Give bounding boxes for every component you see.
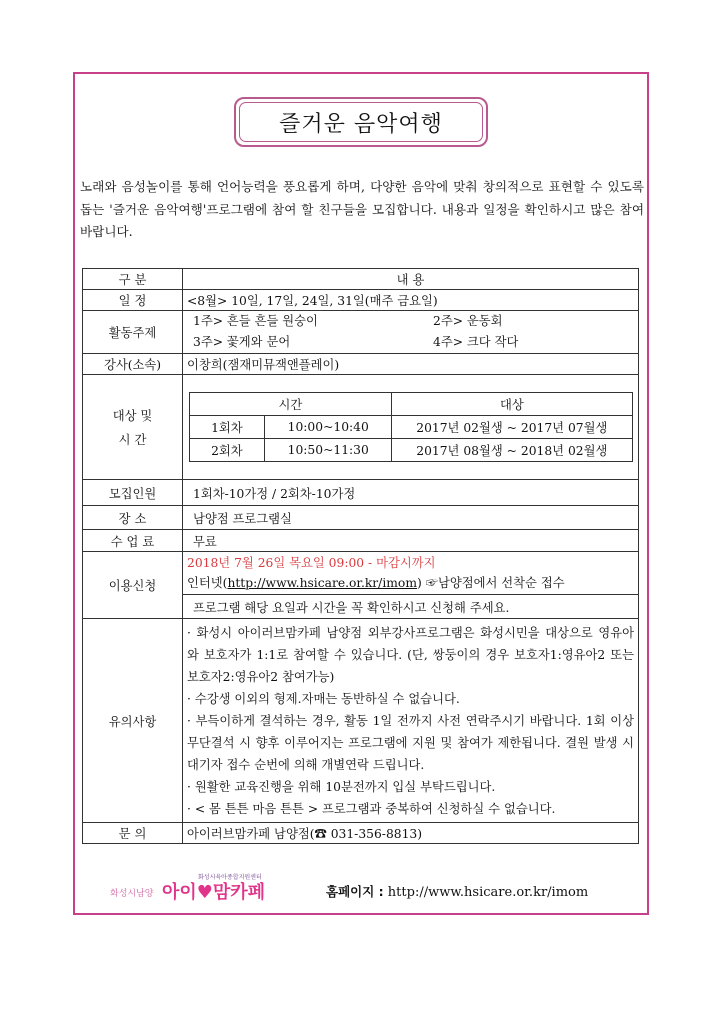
fee-value: 무료	[183, 530, 639, 552]
note-line-5: · < 몸 튼튼 마음 튼튼 > 프로그램과 중복하여 신청하실 수 없습니다.	[187, 801, 556, 816]
place-value: 남양점 프로그램실	[183, 506, 639, 530]
note-line-4: · 원활한 교육진행을 위해 10분전까지 입실 부탁드립니다.	[187, 779, 496, 794]
apply-notice: 프로그램 해당 요일과 시간을 꼭 확인하시고 신청해 주세요.	[183, 595, 639, 619]
time-1: 10:00~10:40	[265, 416, 392, 439]
intro-paragraph: 노래와 음성놀이를 통해 언어능력을 풍요롭게 하며, 다양한 음악에 맞춰 창의적으로 표현할 수 있도록 돕는 '즐거운 음악여행'프로그램에 참여 할 친구들을 모집합니다. 내용과 일정을 확인하시고 많은 참여 바랍니다.	[80, 179, 644, 239]
homepage-label: 홈페이지 :	[326, 884, 384, 899]
topic-week4: 4주> 크다 작다	[433, 335, 519, 349]
homepage	[326, 882, 588, 900]
note-line-3: · 부득이하게 결석하는 경우, 활동 1일 전까지 사전 연락주시기 바랍니다. 1회 이상 무단결석 시 향후 이루어지는 프로그램에 지원 및 참여가 제한됩니다. 결원 발생 시 대기자 접수 순번에 의해 개별연락 드립니다.	[187, 713, 634, 772]
contact-value: 아이러브맘카페 남양점(☎ 031-356-8813)	[183, 823, 639, 844]
header-content: 내 용	[183, 269, 639, 290]
notes-cell	[183, 619, 639, 823]
homepage-url[interactable]: http://www.hsicare.or.kr/imom	[387, 885, 589, 900]
apply-channel-prefix: 인터넷(	[187, 576, 228, 590]
target-label	[83, 375, 183, 480]
target-cell	[183, 375, 639, 480]
contact-label: 문 의	[83, 823, 183, 844]
target-label-line1: 대상 및	[112, 409, 153, 423]
time-2: 10:50~11:30	[265, 439, 392, 462]
instructor-value: 이창희(잼재미뮤잭앤플레이)	[183, 354, 639, 375]
apply-channel-suffix: ) ☞남양점에서 선착순 접수	[416, 576, 565, 590]
session-2: 2회차	[189, 439, 265, 462]
info-table	[82, 268, 639, 844]
cafe-logo	[110, 874, 305, 904]
recruit-value: 1회차-10가정 / 2회차-10가정	[183, 480, 639, 506]
schedule-value: <8월> 10일, 17일, 24일, 31일(매주 금요일)	[183, 290, 639, 311]
apply-channel	[187, 573, 634, 593]
table-row	[189, 439, 632, 462]
table-row	[189, 416, 632, 439]
apply-date: 2018년 7월 26일 목요일 09:00 - 마감시까지	[187, 556, 436, 570]
recruit-label: 모집인원	[83, 480, 183, 506]
target-1: 2017년 02월생 ~ 2017년 07월생	[392, 416, 632, 439]
footer	[110, 874, 610, 904]
topic-week3: 3주> 꽃게와 문어	[193, 335, 291, 349]
target-2: 2017년 08월생 ~ 2018년 02월생	[392, 439, 632, 462]
topic-week2: 2주> 운동회	[433, 314, 503, 328]
header-label: 구 분	[83, 269, 183, 290]
topics-cell	[183, 311, 639, 354]
note-line-2: · 수강생 이외의 형제.자매는 동반하실 수 없습니다.	[187, 691, 460, 706]
page-title: 즐거운 음악여행	[239, 102, 483, 142]
apply-cell	[183, 552, 639, 595]
logo-main: 아이♥맘카페	[162, 882, 266, 903]
notes-label: 유의사항	[83, 619, 183, 823]
apply-label: 이용신청	[83, 552, 183, 619]
topics-label: 활동주제	[83, 311, 183, 354]
col-time: 시간	[189, 393, 392, 416]
schedule-label: 일 정	[83, 290, 183, 311]
title-box	[234, 97, 488, 147]
topic-week1: 1주> 흔들 흔들 원숭이	[193, 314, 318, 328]
session-1: 1회차	[189, 416, 265, 439]
target-label-line2: 시 간	[118, 433, 147, 447]
logo-prefix: 화성시남양	[110, 889, 154, 899]
target-table	[189, 392, 633, 462]
instructor-label: 강사(소속)	[83, 354, 183, 375]
place-label: 장 소	[83, 506, 183, 530]
col-target: 대상	[392, 393, 632, 416]
fee-label: 수 업 료	[83, 530, 183, 552]
apply-url-link[interactable]: http://www.hsicare.or.kr/imom	[227, 576, 417, 590]
note-line-1: · 화성시 아이러브맘카페 남양점 외부강사프로그램은 화성시민을 대상으로 영유아와 보호자가 1:1로 참여할 수 있습니다. (단, 쌍둥이의 경우 보호자1:영유아2 또는 보호자2:영유아2 참여가능)	[187, 625, 634, 684]
logo-small-top: 화성시육아종합지원센터	[198, 874, 262, 881]
